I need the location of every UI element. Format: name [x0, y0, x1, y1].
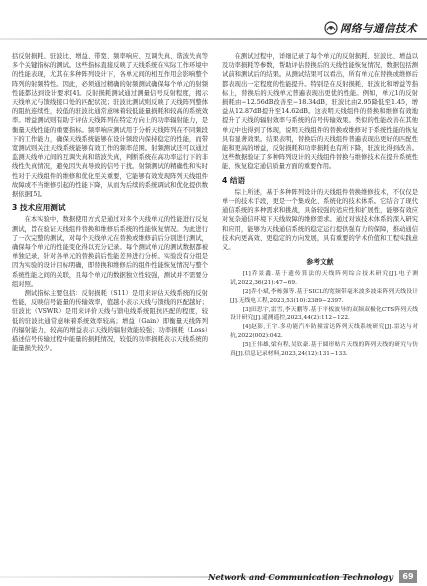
- footer-journal-name: Network and Communication Technology: [208, 572, 393, 582]
- section-heading: 3 技术应用测试: [12, 203, 66, 213]
- paragraph: 括反射损耗、驻波比、增益、带宽、频率响应、互调失真、谐波失真等多个关键指标的测试。这些指标直接反映了天线系统在实际工作环境中的性能表现，尤其在多种阵列设计下，各单元间的相互作用会影响整个阵列的射频特性。因此，必须通过精确的射频测试确保每个单元的射频性能都达到设计要求[4]。反射损耗测试通过测量信号反射程度，揭示天线单元与馈线接口处的匹配状况；驻波比测试则反映了天线阵列整体的阻抗连续性，较低的驻波比通常意味着较低能量损耗和较高的系统效率。增益测试则有助于评估天线阵列在特定方向上的功率辐射能力，是衡量天线性能的重要指标。频率响应测试用于分析天线阵列在不同频段下的工作能力，确保天线系统能够在设计频段内保持稳定的性能，而带宽测试则关注天线系统能够有效工作的频率范围。射频测试还可以通过监测天线单元间的互调失真和谐波失真，判断系统在高功率运行下的非线性失真情况，避免因失真导致的信号干扰。射频测试的精确性和实时性对于天线组件的维修和优化至关重要，它能够有效发现阵列天线组件故障或不当维修引起的性能下降，从而为后续的系统调试和优化提供数据依据[5]。: [12, 53, 208, 199]
- reference-item: [4]赵影,王宇.多功能汽车防撞雷达阵列天线系统研究[J].雷达与对抗,2022(002):042.: [230, 324, 418, 340]
- right-column: [222, 52, 418, 358]
- paragraph: 在本实验中，数据使用方式是通过对多个天线单元的性能进行反复测试，旨在验证天线组件替换和维修后系统的性能恢复情况。为此进行了一次完整的测试，对每个天线单元在替换或维修前后分别进行测试，确保每个单元的性能变化得以充分记录。每个测试单元的测试数据都被单独记录，针对各单元的替换前后性能差异进行分析。实验没有分组是因为实验的设计目标明确，即替换和维修后的组件性能恢复情况与整个系统性能之间的关联，且每个单元的数据独立性较强，测试并不需要分组对照。: [12, 216, 208, 288]
- page-number: 69: [399, 570, 417, 583]
- paragraph: 综上所述，基于多种阵列设计的天线组件替换维修技术，不仅仅是单一的技术手段，更是一个集成化、系统化的技术体系。它结合了现代通信系统的多种需求和挑战，具备较强的适应性和扩展性，能够有效应对复杂通信环境下天线故障的维修需求。通过对该技术体系的深入研究和应用，能够为天线通信系统的稳定运行提供强有力的保障，推动通信技术向更高效、更稳定的方向发展，具有重要的学术价值和工程实践意义。: [222, 188, 418, 252]
- reference-item: [2]乔小斌,李栋强等.基于SICL的宽频带毫米波多波束阵列天线设计[J].无线电工程,2023,53(10):2389−2397.: [230, 289, 418, 304]
- journal-logo-icon: [324, 21, 338, 35]
- left-column: [12, 52, 208, 354]
- paragraph: 在测试过程中，详细记录了每个单元的反射损耗、驻波比、增益以及功率损耗等参数，帮助评估替换后的天线性能恢复情况，数据包括测试前和测试后的结果。从测试结果可以看出，所有单元在替换或维修后都表现出一定程度的性能提升。特别是在反射损耗、驻波比和增益等指标上，替换后的天线单元普遍表现出更优的性能。例如，单元1的反射损耗由−12.56dB改善至−18.34dB，驻波比由2.95降低至1.45，增益从12.87dB提升至14.62dB。这表明天线组件的替换和维修有效地提升了天线的辐射效率与系统的信号传输效果。类似的性能改善在其他单元中也得到了体现，说明天线组件的替换或维修对于系统性能的恢复具有显著效果。结果表明，替换后的天线组件普遍表现出更好的匹配性能和更高的增益，反射损耗和功率损耗也有所下降，驻波比得到改善。这些数据验证了多种阵列设计的天线组件替换与维修技术在提升系统性能、恢复稳定通信质量方面的重要作用。: [222, 53, 418, 171]
- reference-item: [5]王伟雄,梁有程,吴钦豪.基于圆形贴片天线的阵列天线的研究与仿真[J].信息记录材料,2023,24(12):131−133.: [230, 341, 418, 357]
- section-heading: 4 结语: [222, 175, 246, 185]
- paragraph: 测试指标主要包括：反射损耗（S11）是用来评估天线系统的反射性能，反映信号能量的传输效率，值越小表示天线与馈线的匹配越好；驻波比（VSWR）是用来评价天线与馈电线系统阻抗匹配的程度，较低的驻波比通常意味着系统效率较高；增益（Gain）即衡量天线阵列的辐射能力，较高的增益表示天线的辐射效能较强；功率损耗（Loss）描述信号传输过程中能量的损耗情况，较低的功率损耗表示天线系统的能量损失较少。: [12, 290, 208, 353]
- header-rule: [0, 38, 427, 40]
- reference-item: [3]田思宇,雷雪,李天鹏等.基于平板波导的双频双极化CTS阵列天线设计研究[J].遥测遥控,2023,44(2):112−122.: [230, 306, 418, 322]
- reference-item: [1]乔景鑫.基于遗传算法的天线阵列综合技术研究[J].电子测试,2022,36(21):47−69.: [230, 271, 418, 287]
- references-title: 参考文献: [306, 258, 334, 267]
- page-footer: [0, 566, 427, 586]
- journal-header: [324, 20, 417, 36]
- journal-title: 网络与通信技术: [340, 22, 417, 35]
